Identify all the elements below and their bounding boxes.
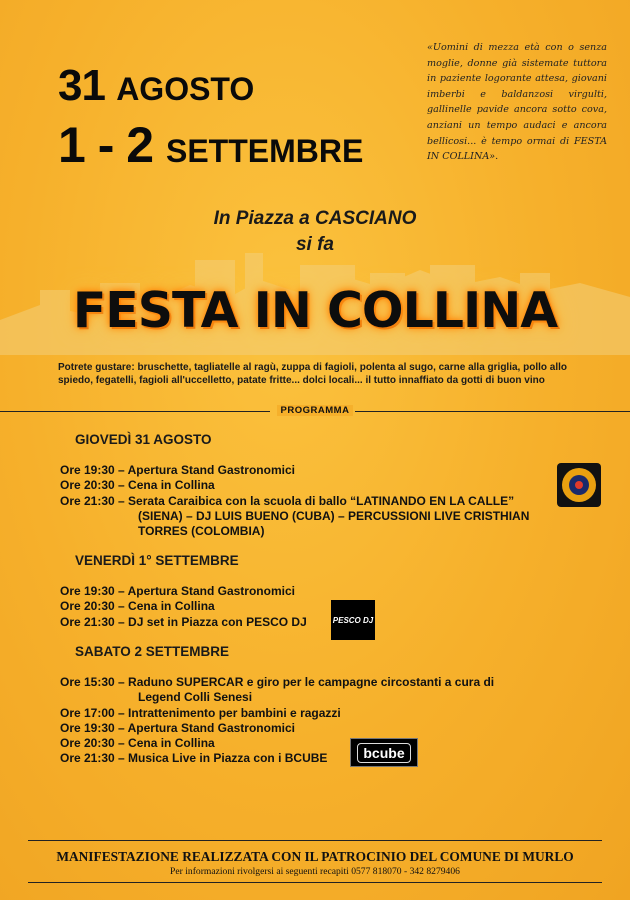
day-title-sabato: SABATO 2 SETTEMBRE <box>75 644 230 659</box>
schedule-row: Ore 21:30 – DJ set in Piazza con PESCO DJ <box>60 614 307 629</box>
schedule-row: Ore 20:30 – Cena in Collina <box>60 478 215 493</box>
schedule-row: Ore 19:30 – Apertura Stand Gastronomici <box>60 463 295 477</box>
footer-contacts: Per informazioni rivolgersi ai seguenti recapiti 0577 818070 - 342 8279406 <box>170 866 460 877</box>
pesco-dj-logo: PESCO DJ <box>331 600 375 640</box>
schedule-row: TORRES (COLOMBIA) <box>138 524 265 539</box>
schedule-row: Ore 15:30 – Raduno SUPERCAR e giro per le campagne circostanti a cura di <box>60 675 495 689</box>
latinando-logo-icon <box>559 465 599 505</box>
day-title-giovedi: GIOVEDÌ 31 AGOSTO <box>75 432 212 447</box>
schedule-row: Ore 19:30 – Apertura Stand Gastronomici <box>60 720 295 735</box>
event-dates <box>58 60 363 181</box>
schedule-giovedi <box>60 463 529 539</box>
footer-rule-top <box>28 840 602 841</box>
date-line-2 <box>58 115 363 181</box>
piazza-line-1: In Piazza a CASCIANO <box>213 208 417 229</box>
day-title-venerdi: VENERDÌ 1° SETTEMBRE <box>75 553 239 568</box>
schedule-row: Ore 21:30 – Serata Caraibica con la scuola di ballo “LATINANDO EN LA CALLE” <box>60 493 515 508</box>
programma-divider <box>0 405 630 419</box>
bcube-logo: bcube <box>350 738 418 767</box>
schedule-row: Legend Colli Senesi <box>138 690 253 705</box>
piazza-line-2: si fa <box>295 234 335 255</box>
schedule-row: (SIENA) – DJ LUIS BUENO (CUBA) – PERCUSSIONI LIVE CRISTHIAN <box>138 508 530 523</box>
date-day-number: 31 <box>58 61 105 110</box>
date-line-1 <box>58 60 363 115</box>
latinando-logo <box>557 463 601 507</box>
event-title: FESTA IN COLLINA <box>72 282 558 339</box>
programma-label: PROGRAMMA <box>0 405 630 416</box>
schedule-venerdi <box>60 584 307 630</box>
quote-text: «Uomini di mezza età con o senza moglie, donne già sistemate tuttora in paziente logorante attesa, giovani imberbi e baldanzosi virgulti, gallinelle pavide ancora sotto cova, anziani un tempo audaci e ancora bellicosi... è tempo ormai di FESTA IN COLLINA». <box>427 42 607 163</box>
footer-patronage: MANIFESTAZIONE REALIZZATA CON IL PATROCINIO DEL COMUNE DI MURLO <box>56 849 574 864</box>
schedule-sabato <box>60 675 494 767</box>
schedule-row: Ore 19:30 – Apertura Stand Gastronomici <box>60 584 295 598</box>
date-month-word-2: SETTEMBRE <box>165 133 364 169</box>
schedule-row: Ore 21:30 – Musica Live in Piazza con i BCUBE <box>60 751 328 766</box>
footer-rule-bottom <box>28 882 602 883</box>
schedule-row: Ore 20:30 – Cena in Collina <box>60 736 215 751</box>
menu-description: Potrete gustare: bruschette, tagliatelle al ragù, zuppa di fagioli, polenta al sugo, carne alla griglia, pollo allo spiedo, fegatelli, fagioli all'uccelletto, patate fritte... dolci locali... il tutto innaffiato da gotti di buon vino <box>58 362 567 386</box>
date-day-range: 1 - 2 <box>58 117 154 173</box>
schedule-row: Ore 17:00 – Intrattenimento per bambini e ragazzi <box>60 705 341 720</box>
date-month-word: AGOSTO <box>116 71 255 107</box>
schedule-row: Ore 20:30 – Cena in Collina <box>60 599 215 614</box>
